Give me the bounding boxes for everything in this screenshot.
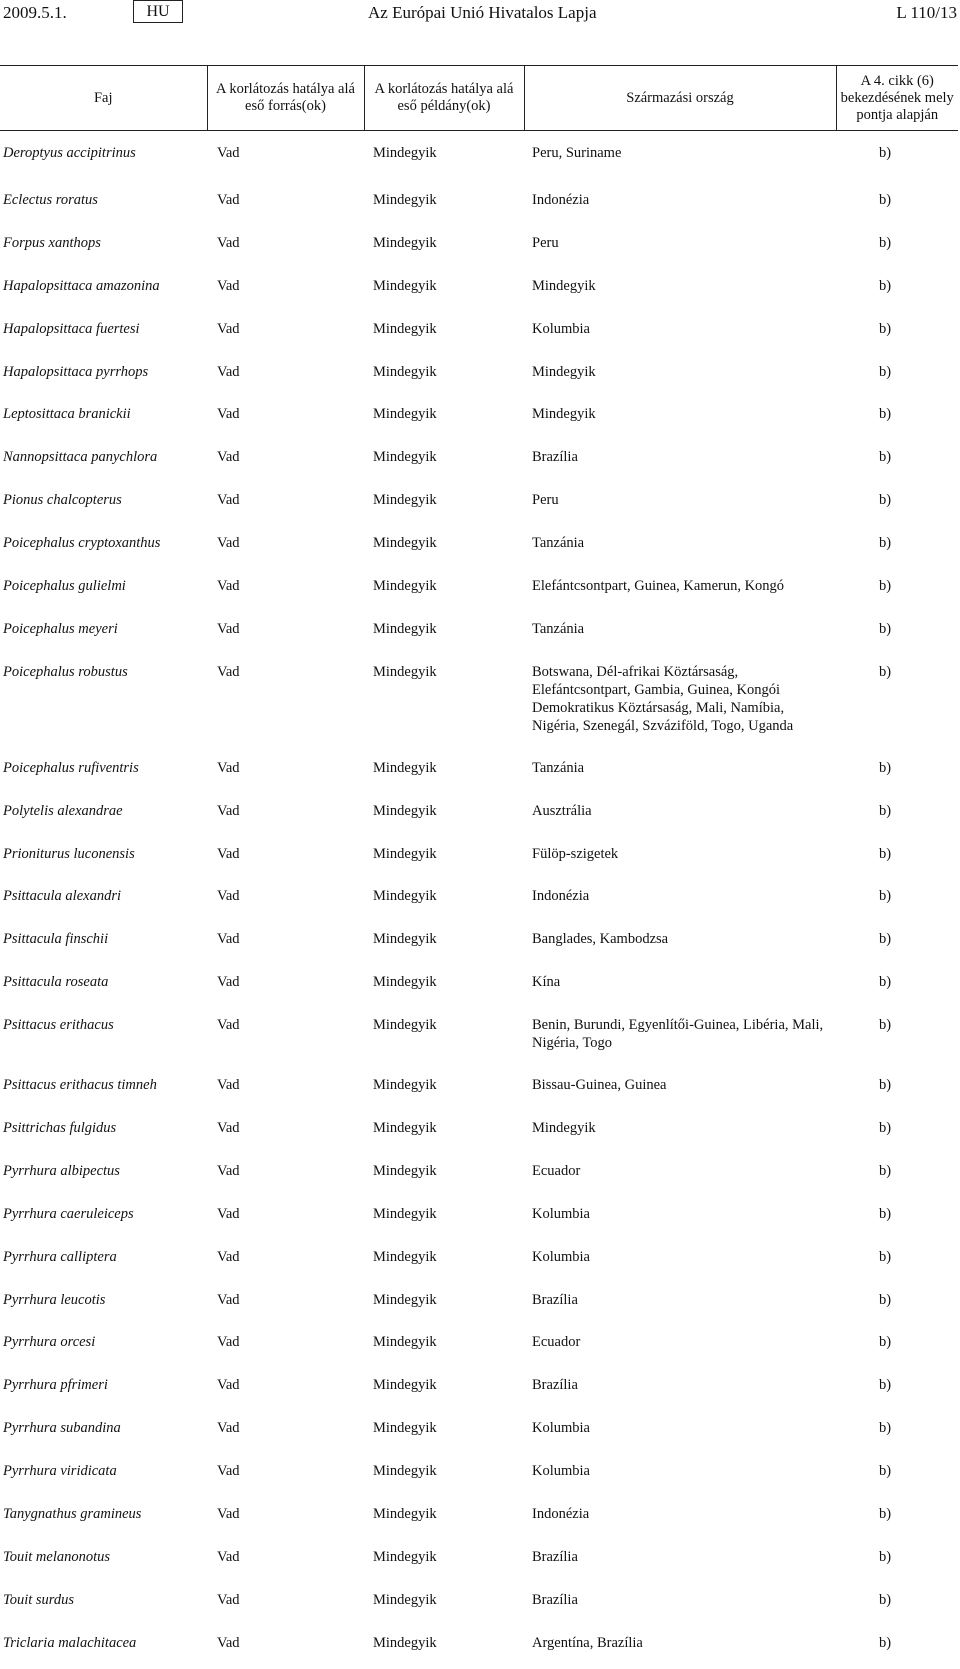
origin-country: Brazília <box>532 449 578 466</box>
article-point: b) <box>879 1591 892 1608</box>
species-name: Poicephalus robustus <box>3 663 128 680</box>
article-point: b) <box>879 1420 892 1437</box>
species-name: Pyrrhura subandina <box>3 1420 121 1437</box>
specimens-value: Mindegyik <box>373 845 437 862</box>
specimens-value: Mindegyik <box>373 277 437 294</box>
species-restriction-table <box>0 65 958 1669</box>
species-name: Pyrrhura pfrimeri <box>3 1377 108 1394</box>
species-name: Psittacus erithacus <box>3 1017 114 1034</box>
table-row <box>0 1111 958 1154</box>
species-name: Triclaria malachitacea <box>3 1634 137 1651</box>
species-name: Pyrrhura orcesi <box>3 1334 96 1351</box>
species-name: Touit surdus <box>3 1591 75 1608</box>
specimens-value: Mindegyik <box>373 1162 437 1179</box>
article-point: b) <box>879 1120 892 1137</box>
origin-country: Ausztrália <box>532 802 592 819</box>
table-row <box>0 794 958 837</box>
article-point: b) <box>879 320 892 337</box>
specimens-value: Mindegyik <box>373 234 437 251</box>
table-row <box>0 965 958 1008</box>
source-value: Vad <box>217 363 240 380</box>
language-code-box: HU <box>133 0 183 23</box>
table-row <box>0 226 958 269</box>
table-row <box>0 1368 958 1411</box>
column-header-article-point: A 4. cikk (6) bekezdésének mely pontja alapján <box>836 66 958 131</box>
table-row <box>0 1454 958 1497</box>
table-row <box>0 655 958 751</box>
source-value: Vad <box>217 1120 240 1137</box>
source-value: Vad <box>217 535 240 552</box>
species-name: Psittacus erithacus timneh <box>3 1077 157 1094</box>
table-row <box>0 440 958 483</box>
article-point: b) <box>879 449 892 466</box>
article-point: b) <box>879 406 892 423</box>
source-value: Vad <box>217 1334 240 1351</box>
origin-country: Botswana, Dél-afrikai Köztársaság, Elefántcsontpart, Gambia, Guinea, Kongói Demokratikus Köztársaság, Mali, Namíbia, Nigéria, Szenegál, Szváziföld, Togo, Uganda <box>532 663 794 734</box>
page-reference: L 110/13 <box>896 3 957 22</box>
origin-country: Benin, Burundi, Egyenlítői-Guinea, Libéria, Mali, Nigéria, Togo <box>532 1017 824 1052</box>
article-point: b) <box>879 1077 892 1094</box>
species-name: Prioniturus luconensis <box>3 845 135 862</box>
origin-country: Tanzánia <box>532 620 585 637</box>
specimens-value: Mindegyik <box>373 1377 437 1394</box>
origin-country: Peru <box>532 234 559 251</box>
table-row <box>0 183 958 226</box>
species-name: Eclectus roratus <box>3 192 98 208</box>
table-row <box>0 1325 958 1368</box>
specimens-value: Mindegyik <box>373 1205 437 1222</box>
article-point: b) <box>879 234 892 251</box>
article-point: b) <box>879 1548 892 1565</box>
origin-country: Kolumbia <box>532 1420 590 1437</box>
origin-country: Mindegyik <box>532 406 596 423</box>
specimens-value: Mindegyik <box>373 759 437 776</box>
source-value: Vad <box>217 1377 240 1394</box>
table-row <box>0 1197 958 1240</box>
source-value: Vad <box>217 1634 240 1651</box>
species-name: Poicephalus meyeri <box>3 620 118 637</box>
article-point: b) <box>879 802 892 819</box>
article-point: b) <box>879 535 892 552</box>
source-value: Vad <box>217 931 240 948</box>
journal-title: Az Európai Unió Hivatalos Lapja <box>368 3 597 22</box>
origin-country: Brazília <box>532 1591 578 1608</box>
article-point: b) <box>879 277 892 294</box>
origin-country: Kolumbia <box>532 1205 590 1222</box>
article-point: b) <box>879 145 892 161</box>
source-value: Vad <box>217 1463 240 1480</box>
specimens-value: Mindegyik <box>373 1077 437 1094</box>
source-value: Vad <box>217 145 240 161</box>
origin-country: Indonézia <box>532 1506 590 1523</box>
source-value: Vad <box>217 759 240 776</box>
species-name: Pyrrhura calliptera <box>3 1248 117 1265</box>
table-body <box>0 131 958 1669</box>
specimens-value: Mindegyik <box>373 320 437 337</box>
species-name: Hapalopsittaca pyrrhops <box>3 363 149 380</box>
table-row <box>0 1540 958 1583</box>
origin-country: Kolumbia <box>532 320 590 337</box>
source-value: Vad <box>217 1077 240 1094</box>
source-value: Vad <box>217 277 240 294</box>
table-row <box>0 355 958 398</box>
article-point: b) <box>879 363 892 380</box>
species-name: Polytelis alexandrae <box>3 802 123 819</box>
table-row <box>0 526 958 569</box>
table-row <box>0 612 958 655</box>
column-header-species: Faj <box>0 66 207 131</box>
article-point: b) <box>879 931 892 948</box>
specimens-value: Mindegyik <box>373 363 437 380</box>
origin-country: Ecuador <box>532 1334 581 1351</box>
origin-country: Brazília <box>532 1548 578 1565</box>
species-name: Poicephalus gulielmi <box>3 578 126 595</box>
table-row <box>0 1068 958 1111</box>
table-row <box>0 1583 958 1626</box>
source-value: Vad <box>217 1506 240 1523</box>
specimens-value: Mindegyik <box>373 802 437 819</box>
specimens-value: Mindegyik <box>373 192 437 208</box>
table-row <box>0 483 958 526</box>
source-value: Vad <box>217 1017 240 1034</box>
article-point: b) <box>879 1334 892 1351</box>
origin-country: Indonézia <box>532 192 590 208</box>
source-value: Vad <box>217 1162 240 1179</box>
source-value: Vad <box>217 492 240 509</box>
source-value: Vad <box>217 802 240 819</box>
source-value: Vad <box>217 620 240 637</box>
table-row <box>0 1008 958 1068</box>
source-value: Vad <box>217 1205 240 1222</box>
article-point: b) <box>879 1248 892 1265</box>
article-point: b) <box>879 974 892 991</box>
origin-country: Kína <box>532 974 561 991</box>
species-name: Psittacula roseata <box>3 974 109 991</box>
species-name: Pyrrhura albipectus <box>3 1162 120 1179</box>
specimens-value: Mindegyik <box>373 535 437 552</box>
specimens-value: Mindegyik <box>373 620 437 637</box>
source-value: Vad <box>217 663 240 680</box>
table-row <box>0 1626 958 1669</box>
table-row <box>0 1411 958 1454</box>
source-value: Vad <box>217 234 240 251</box>
table-row <box>0 1283 958 1326</box>
origin-country: Argentína, Brazília <box>532 1634 643 1651</box>
column-header-source: A korlátozás hatálya alá eső forrás(ok) <box>207 66 364 131</box>
origin-country: Tanzánia <box>532 759 585 776</box>
table-row <box>0 879 958 922</box>
specimens-value: Mindegyik <box>373 145 437 161</box>
specimens-value: Mindegyik <box>373 888 437 905</box>
species-name: Psittacula alexandri <box>3 888 121 905</box>
species-name: Leptosittaca branickii <box>3 406 131 423</box>
source-value: Vad <box>217 888 240 905</box>
origin-country: Banglades, Kambodzsa <box>532 931 669 948</box>
origin-country: Kolumbia <box>532 1463 590 1480</box>
article-point: b) <box>879 492 892 509</box>
table-row <box>0 837 958 880</box>
source-value: Vad <box>217 974 240 991</box>
article-point: b) <box>879 759 892 776</box>
article-point: b) <box>879 1506 892 1523</box>
origin-country: Elefántcsontpart, Guinea, Kamerun, Kongó <box>532 578 785 595</box>
specimens-value: Mindegyik <box>373 931 437 948</box>
species-name: Touit melanonotus <box>3 1548 111 1565</box>
species-name: Deroptyus accipitrinus <box>3 145 136 161</box>
source-value: Vad <box>217 320 240 337</box>
species-name: Nannopsittaca panychlora <box>3 449 158 466</box>
specimens-value: Mindegyik <box>373 1334 437 1351</box>
table-row <box>0 922 958 965</box>
species-name: Forpus xanthops <box>3 234 101 251</box>
article-point: b) <box>879 192 892 208</box>
species-name: Pyrrhura leucotis <box>3 1291 106 1308</box>
article-point: b) <box>879 1291 892 1308</box>
article-point: b) <box>879 578 892 595</box>
source-value: Vad <box>217 192 240 208</box>
specimens-value: Mindegyik <box>373 1017 437 1034</box>
specimens-value: Mindegyik <box>373 974 437 991</box>
column-header-specimens: A korlátozás hatálya alá eső példány(ok) <box>364 66 524 131</box>
source-value: Vad <box>217 1291 240 1308</box>
source-value: Vad <box>217 1591 240 1608</box>
species-name: Psittacula finschii <box>3 931 109 948</box>
table-row <box>0 1497 958 1540</box>
article-point: b) <box>879 1634 892 1651</box>
specimens-value: Mindegyik <box>373 1420 437 1437</box>
article-point: b) <box>879 888 892 905</box>
specimens-value: Mindegyik <box>373 1506 437 1523</box>
origin-country: Mindegyik <box>532 277 596 294</box>
origin-country: Mindegyik <box>532 363 596 380</box>
origin-country: Mindegyik <box>532 1120 596 1137</box>
source-value: Vad <box>217 1420 240 1437</box>
specimens-value: Mindegyik <box>373 1120 437 1137</box>
origin-country: Ecuador <box>532 1162 581 1179</box>
specimens-value: Mindegyik <box>373 449 437 466</box>
species-name: Poicephalus rufiventris <box>3 759 139 776</box>
specimens-value: Mindegyik <box>373 492 437 509</box>
origin-country: Peru <box>532 492 559 509</box>
origin-country: Indonézia <box>532 888 590 905</box>
table-row <box>0 569 958 612</box>
source-value: Vad <box>217 406 240 423</box>
table-header-row <box>0 66 958 131</box>
source-value: Vad <box>217 1548 240 1565</box>
article-point: b) <box>879 845 892 862</box>
species-name: Pionus chalcopterus <box>3 492 122 509</box>
species-name: Poicephalus cryptoxanthus <box>3 535 161 552</box>
table-row <box>0 312 958 355</box>
species-name: Hapalopsittaca fuertesi <box>3 320 140 337</box>
specimens-value: Mindegyik <box>373 1548 437 1565</box>
source-value: Vad <box>217 578 240 595</box>
specimens-value: Mindegyik <box>373 1591 437 1608</box>
article-point: b) <box>879 1377 892 1394</box>
table-row <box>0 269 958 312</box>
specimens-value: Mindegyik <box>373 1291 437 1308</box>
article-point: b) <box>879 1463 892 1480</box>
table-row <box>0 751 958 794</box>
source-value: Vad <box>217 1248 240 1265</box>
origin-country: Bissau-Guinea, Guinea <box>532 1077 667 1094</box>
publication-date: 2009.5.1. <box>3 3 67 22</box>
article-point: b) <box>879 1205 892 1222</box>
page-header <box>0 0 960 30</box>
column-header-country: Származási ország <box>524 66 836 131</box>
origin-country: Kolumbia <box>532 1248 590 1265</box>
species-name: Pyrrhura viridicata <box>3 1463 117 1480</box>
table-row <box>0 131 958 184</box>
species-name: Hapalopsittaca amazonina <box>3 277 160 294</box>
table-row <box>0 397 958 440</box>
specimens-value: Mindegyik <box>373 663 437 680</box>
specimens-value: Mindegyik <box>373 578 437 595</box>
source-value: Vad <box>217 449 240 466</box>
specimens-value: Mindegyik <box>373 1248 437 1265</box>
species-name: Psittrichas fulgidus <box>3 1120 117 1137</box>
origin-country: Fülöp-szigetek <box>532 845 619 862</box>
source-value: Vad <box>217 845 240 862</box>
origin-country: Peru, Suriname <box>532 145 622 161</box>
specimens-value: Mindegyik <box>373 1463 437 1480</box>
species-name: Tanygnathus gramineus <box>3 1506 142 1523</box>
article-point: b) <box>879 620 892 637</box>
table-row <box>0 1240 958 1283</box>
specimens-value: Mindegyik <box>373 1634 437 1651</box>
origin-country: Tanzánia <box>532 535 585 552</box>
article-point: b) <box>879 663 892 680</box>
table-row <box>0 1154 958 1197</box>
origin-country: Brazília <box>532 1377 578 1394</box>
species-name: Pyrrhura caeruleiceps <box>3 1205 134 1222</box>
origin-country: Brazília <box>532 1291 578 1308</box>
article-point: b) <box>879 1162 892 1179</box>
article-point: b) <box>879 1017 892 1034</box>
specimens-value: Mindegyik <box>373 406 437 423</box>
